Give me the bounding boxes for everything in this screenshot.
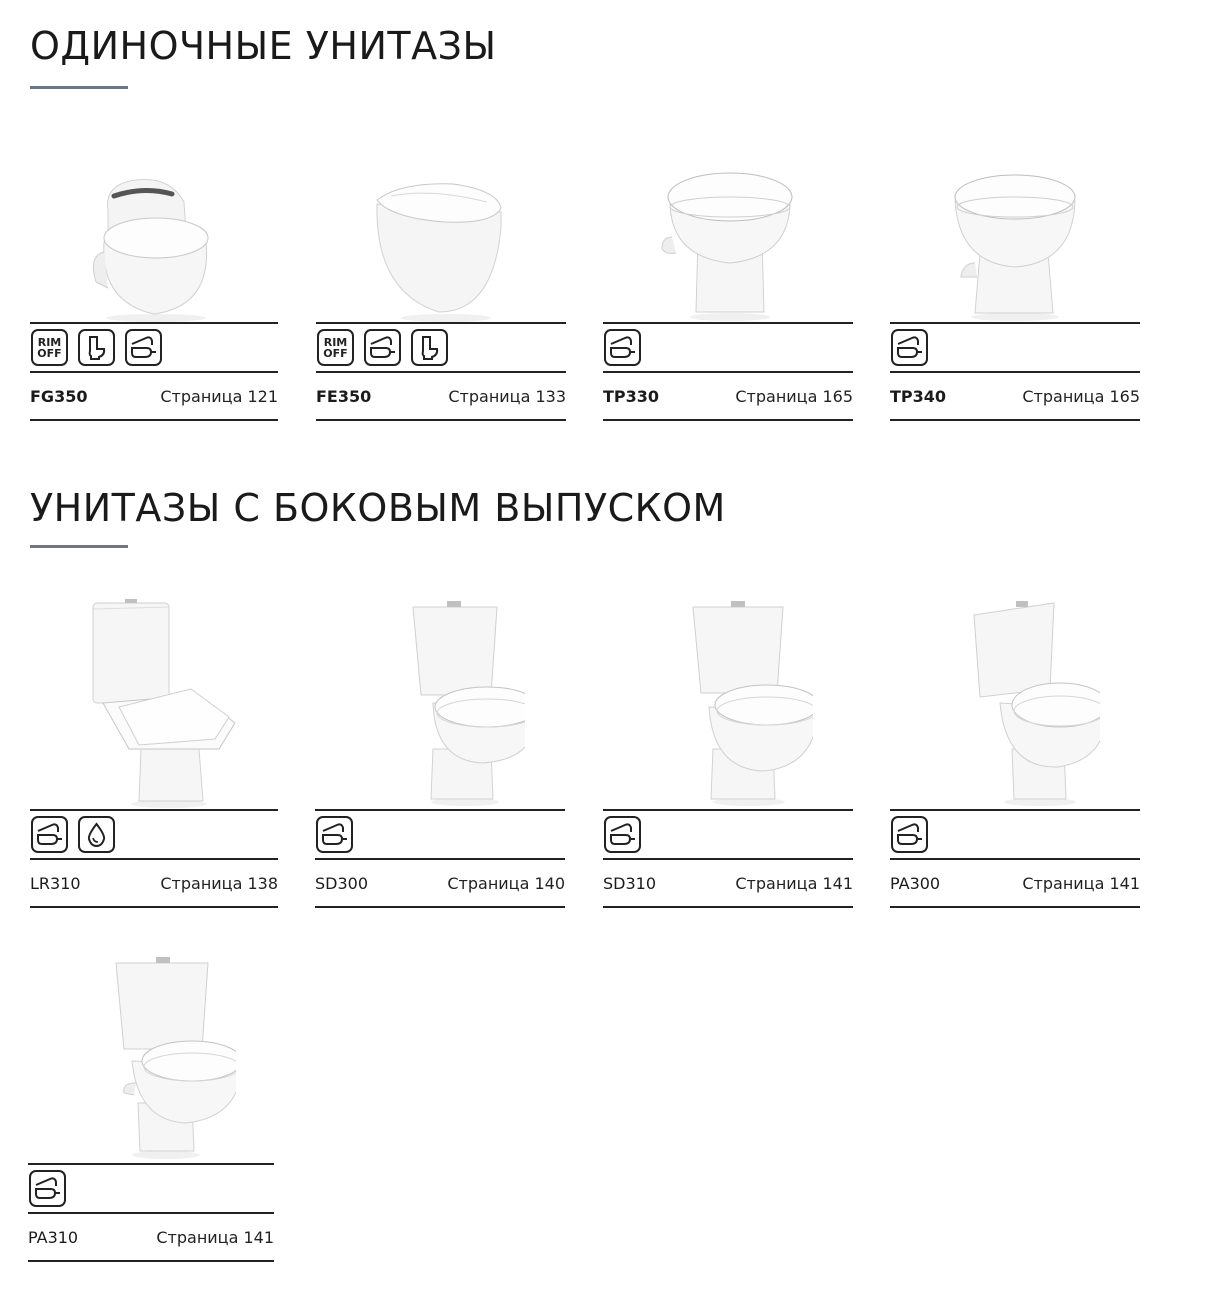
product-image [30, 137, 278, 322]
divider [30, 419, 278, 421]
model-name: SD310 [603, 873, 657, 893]
model-name: FG350 [30, 386, 88, 406]
floor-standing-toilet-icon [78, 329, 115, 366]
page-reference[interactable]: Страница 138 [160, 873, 278, 893]
divider [890, 906, 1140, 908]
section-underline [30, 86, 128, 89]
model-name: PA310 [28, 1227, 79, 1247]
product-card-tp330[interactable] [603, 137, 853, 421]
product-image [603, 137, 853, 322]
product-image [315, 624, 565, 809]
feature-icons [316, 324, 566, 371]
divider [603, 419, 853, 421]
product-card-pa300[interactable] [890, 624, 1140, 908]
side-outlet-icon [316, 816, 353, 853]
side-outlet-icon [31, 816, 68, 853]
rim-off-icon [31, 329, 68, 366]
feature-icons [890, 324, 1140, 371]
product-card-sd310[interactable] [603, 624, 853, 908]
product-image [30, 624, 278, 809]
rim-off-icon [317, 329, 354, 366]
divider [30, 906, 278, 908]
divider [316, 419, 566, 421]
product-card-tp340[interactable] [890, 137, 1140, 421]
page-reference[interactable]: Страница 133 [448, 386, 566, 406]
side-outlet-icon [29, 1170, 66, 1207]
model-name: TP330 [603, 386, 660, 406]
water-saving-drop-icon [78, 816, 115, 853]
side-outlet-icon [891, 329, 928, 366]
feature-icons [30, 324, 278, 371]
divider [603, 906, 853, 908]
rim-off-label: RIM [323, 335, 348, 349]
feature-icons [603, 324, 853, 371]
product-card-pa310[interactable] [28, 978, 274, 1262]
rim-off-label: OFF [37, 346, 62, 360]
feature-icons [890, 811, 1140, 858]
model-name: SD300 [315, 873, 369, 893]
product-card-fg350[interactable] [30, 137, 278, 421]
page-reference[interactable]: Страница 141 [156, 1227, 274, 1247]
side-outlet-icon [125, 329, 162, 366]
feature-icons [315, 811, 565, 858]
model-name: FE350 [316, 386, 372, 406]
model-name: TP340 [890, 386, 947, 406]
section-title-side-outlet-toilets: УНИТАЗЫ С БОКОВЫМ ВЫПУСКОМ [30, 486, 726, 530]
feature-icons [603, 811, 853, 858]
product-card-sd300[interactable] [315, 624, 565, 908]
section-title-single-toilets: ОДИНОЧНЫЕ УНИТАЗЫ [30, 24, 497, 68]
page-reference[interactable]: Страница 165 [735, 386, 853, 406]
product-image [316, 137, 566, 322]
page-reference[interactable]: Страница 121 [160, 386, 278, 406]
page-reference[interactable]: Страница 165 [1022, 386, 1140, 406]
page-reference[interactable]: Страница 140 [447, 873, 565, 893]
side-outlet-icon [364, 329, 401, 366]
product-image [603, 624, 853, 809]
page-reference[interactable]: Страница 141 [1022, 873, 1140, 893]
product-image [890, 137, 1140, 322]
divider [28, 1260, 274, 1262]
side-outlet-icon [604, 329, 641, 366]
rim-off-label: RIM [37, 335, 62, 349]
page-reference[interactable]: Страница 141 [735, 873, 853, 893]
product-image [28, 978, 274, 1163]
divider [315, 906, 565, 908]
divider [890, 419, 1140, 421]
model-name: LR310 [30, 873, 81, 893]
product-card-lr310[interactable] [30, 624, 278, 908]
rim-off-label: OFF [323, 346, 348, 360]
side-outlet-icon [891, 816, 928, 853]
model-name: PA300 [890, 873, 941, 893]
side-outlet-icon [604, 816, 641, 853]
product-card-fe350[interactable] [316, 137, 566, 421]
floor-standing-toilet-icon [411, 329, 448, 366]
feature-icons [30, 811, 278, 858]
feature-icons [28, 1165, 274, 1212]
section-underline [30, 545, 128, 548]
product-image [890, 624, 1140, 809]
